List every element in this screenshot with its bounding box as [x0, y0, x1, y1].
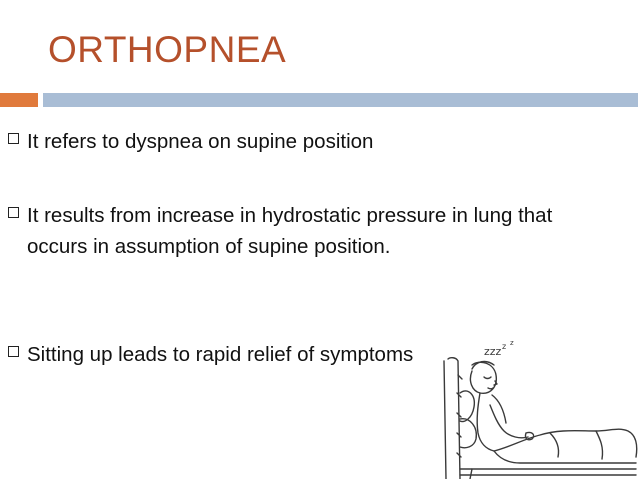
blanket-top — [494, 429, 637, 457]
bullet-text: It refers to dyspnea on supine position — [27, 130, 374, 153]
blanket-bottom — [494, 451, 636, 463]
zzz-small-icon: z — [502, 342, 507, 351]
torso-back — [477, 393, 494, 451]
pillow-top — [460, 391, 474, 422]
bullet-item — [8, 126, 567, 157]
sleeping-person-icon — [400, 335, 638, 479]
bullet-text: Sitting up leads to rapid relief of symptoms — [27, 343, 414, 366]
square-bullet-icon — [8, 346, 19, 357]
sleeping-person-illustration — [400, 335, 638, 479]
slide-title: ORTHOPNEA — [48, 29, 287, 70]
headboard-post-left — [444, 361, 446, 479]
torso-front — [492, 395, 506, 423]
bullet-item — [8, 200, 567, 262]
bullet-text: It results from increase in hydrostatic pressure in lung that occurs in assumption of supine position. — [27, 204, 553, 258]
pillow-bottom — [460, 419, 476, 448]
arm — [490, 405, 528, 438]
square-bullet-icon — [8, 133, 19, 144]
square-bullet-icon — [8, 207, 19, 218]
zzz-label: zzz — [484, 345, 502, 358]
zzz-tiny-icon: z — [510, 339, 514, 347]
